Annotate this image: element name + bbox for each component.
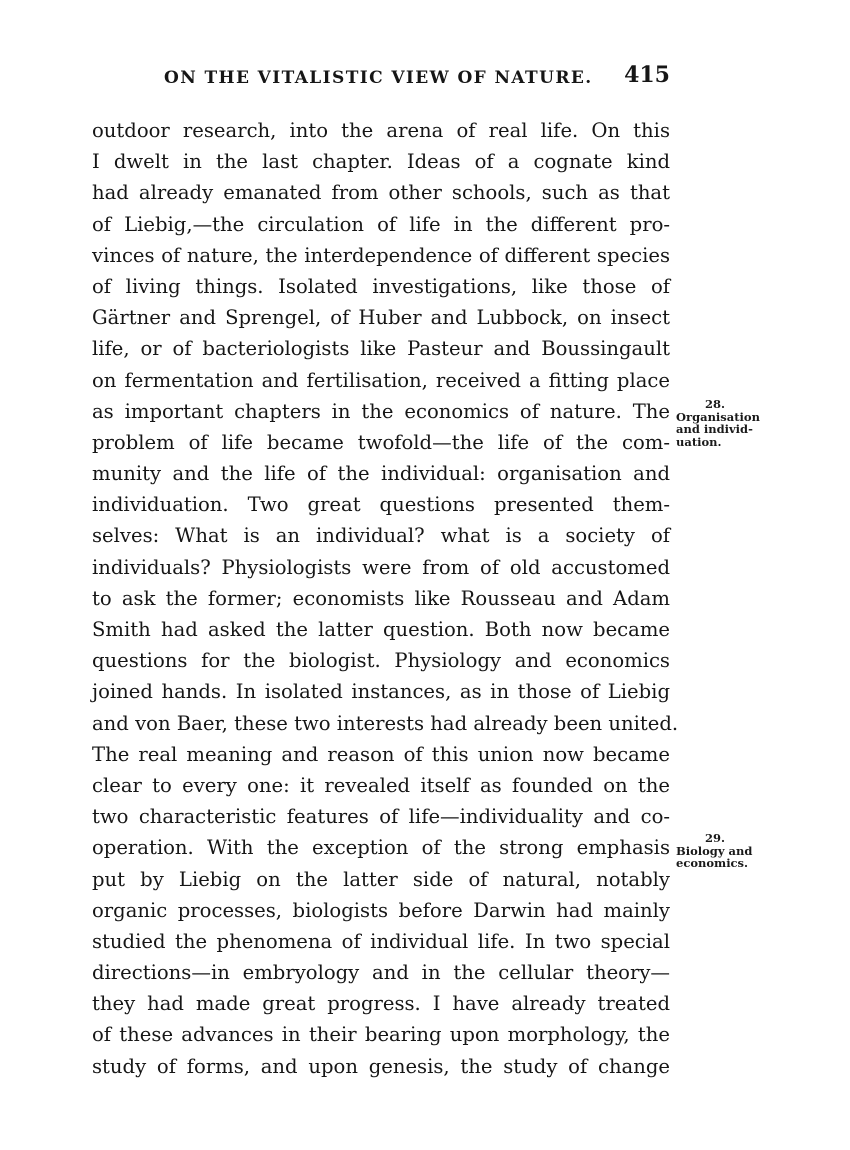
side-note-line: uation. xyxy=(676,434,722,449)
body-text xyxy=(92,115,679,1082)
side-note-biology-economics xyxy=(676,832,771,870)
running-head xyxy=(92,62,670,92)
text-line: life, or of bacteriologists like Pasteur and Boussingault xyxy=(92,337,670,361)
text-line: Smith had asked the latter question. Both now became xyxy=(92,618,670,641)
text-line: The real meaning and reason of this union now became xyxy=(92,742,670,766)
text-line: as important chapters in the economics of nature. The xyxy=(92,399,670,423)
text-line: outdoor research, into the arena of real life. On this xyxy=(92,119,670,142)
side-note-line: and individ- xyxy=(676,422,753,436)
text-line: vinces of nature, the interdependence of different species xyxy=(92,243,670,267)
text-line: studied the phenomena of individual life. In two special xyxy=(92,929,670,953)
text-line: problem of life became twofold—the life of the com- xyxy=(92,430,670,454)
text-line: put by Liebig on the latter side of natural, notably xyxy=(92,867,670,891)
text-line: Gärtner and Sprengel, of Huber and Lubbock, on insect xyxy=(92,306,670,330)
text-line: of Liebig,—the circulation of life in the different pro- xyxy=(92,212,670,236)
text-line: questions for the biologist. Physiology and economics xyxy=(92,649,670,673)
text-line: individuation. Two great questions presented them- xyxy=(92,493,670,517)
text-line: to ask the former; economists like Rousseau and Adam xyxy=(92,586,670,610)
text-line: of living things. Isolated investigations, like those of xyxy=(92,274,670,298)
text-line: I dwelt in the last chapter. Ideas of a cognate kind xyxy=(92,150,670,174)
text-line: directions—in embryology and in the cellular theory— xyxy=(92,961,670,985)
text-line: of these advances in their bearing upon morphology, the xyxy=(92,1023,670,1047)
page-number: 415 xyxy=(624,62,670,88)
text-line: had already emanated from other schools, such as that xyxy=(92,181,670,205)
text-line: and von Baer, these two interests had already been united. xyxy=(92,711,679,735)
text-line: selves: What is an individual? what is a society of xyxy=(92,524,670,548)
text-line: clear to every one: it revealed itself as founded on the xyxy=(92,773,670,797)
text-line: two characteristic features of life—individuality and co- xyxy=(92,805,670,829)
side-note-line: Organisation xyxy=(676,409,760,424)
side-note-number: 29. xyxy=(704,831,725,845)
side-note-organisation xyxy=(676,398,771,448)
text-line: joined hands. In isolated instances, as in those of Liebig xyxy=(92,680,670,704)
running-title: ON THE VITALISTIC VIEW OF NATURE. xyxy=(164,68,593,88)
side-note-line: Biology and xyxy=(676,843,753,858)
text-line: organic processes, biologists before Darwin had mainly xyxy=(92,898,670,922)
text-line: they had made great progress. I have already treated xyxy=(92,992,670,1016)
text-line: study of forms, and upon genesis, the study of change xyxy=(92,1054,670,1078)
text-line: on fermentation and fertilisation, received a fitting place xyxy=(92,368,670,392)
text-line: operation. With the exception of the strong emphasis xyxy=(92,836,670,860)
text-line: munity and the life of the individual: organisation and xyxy=(92,462,670,486)
side-note-line: economics. xyxy=(676,856,749,870)
side-note-number: 28. xyxy=(704,397,725,411)
text-line: individuals? Physiologists were from of old accustomed xyxy=(92,555,670,579)
